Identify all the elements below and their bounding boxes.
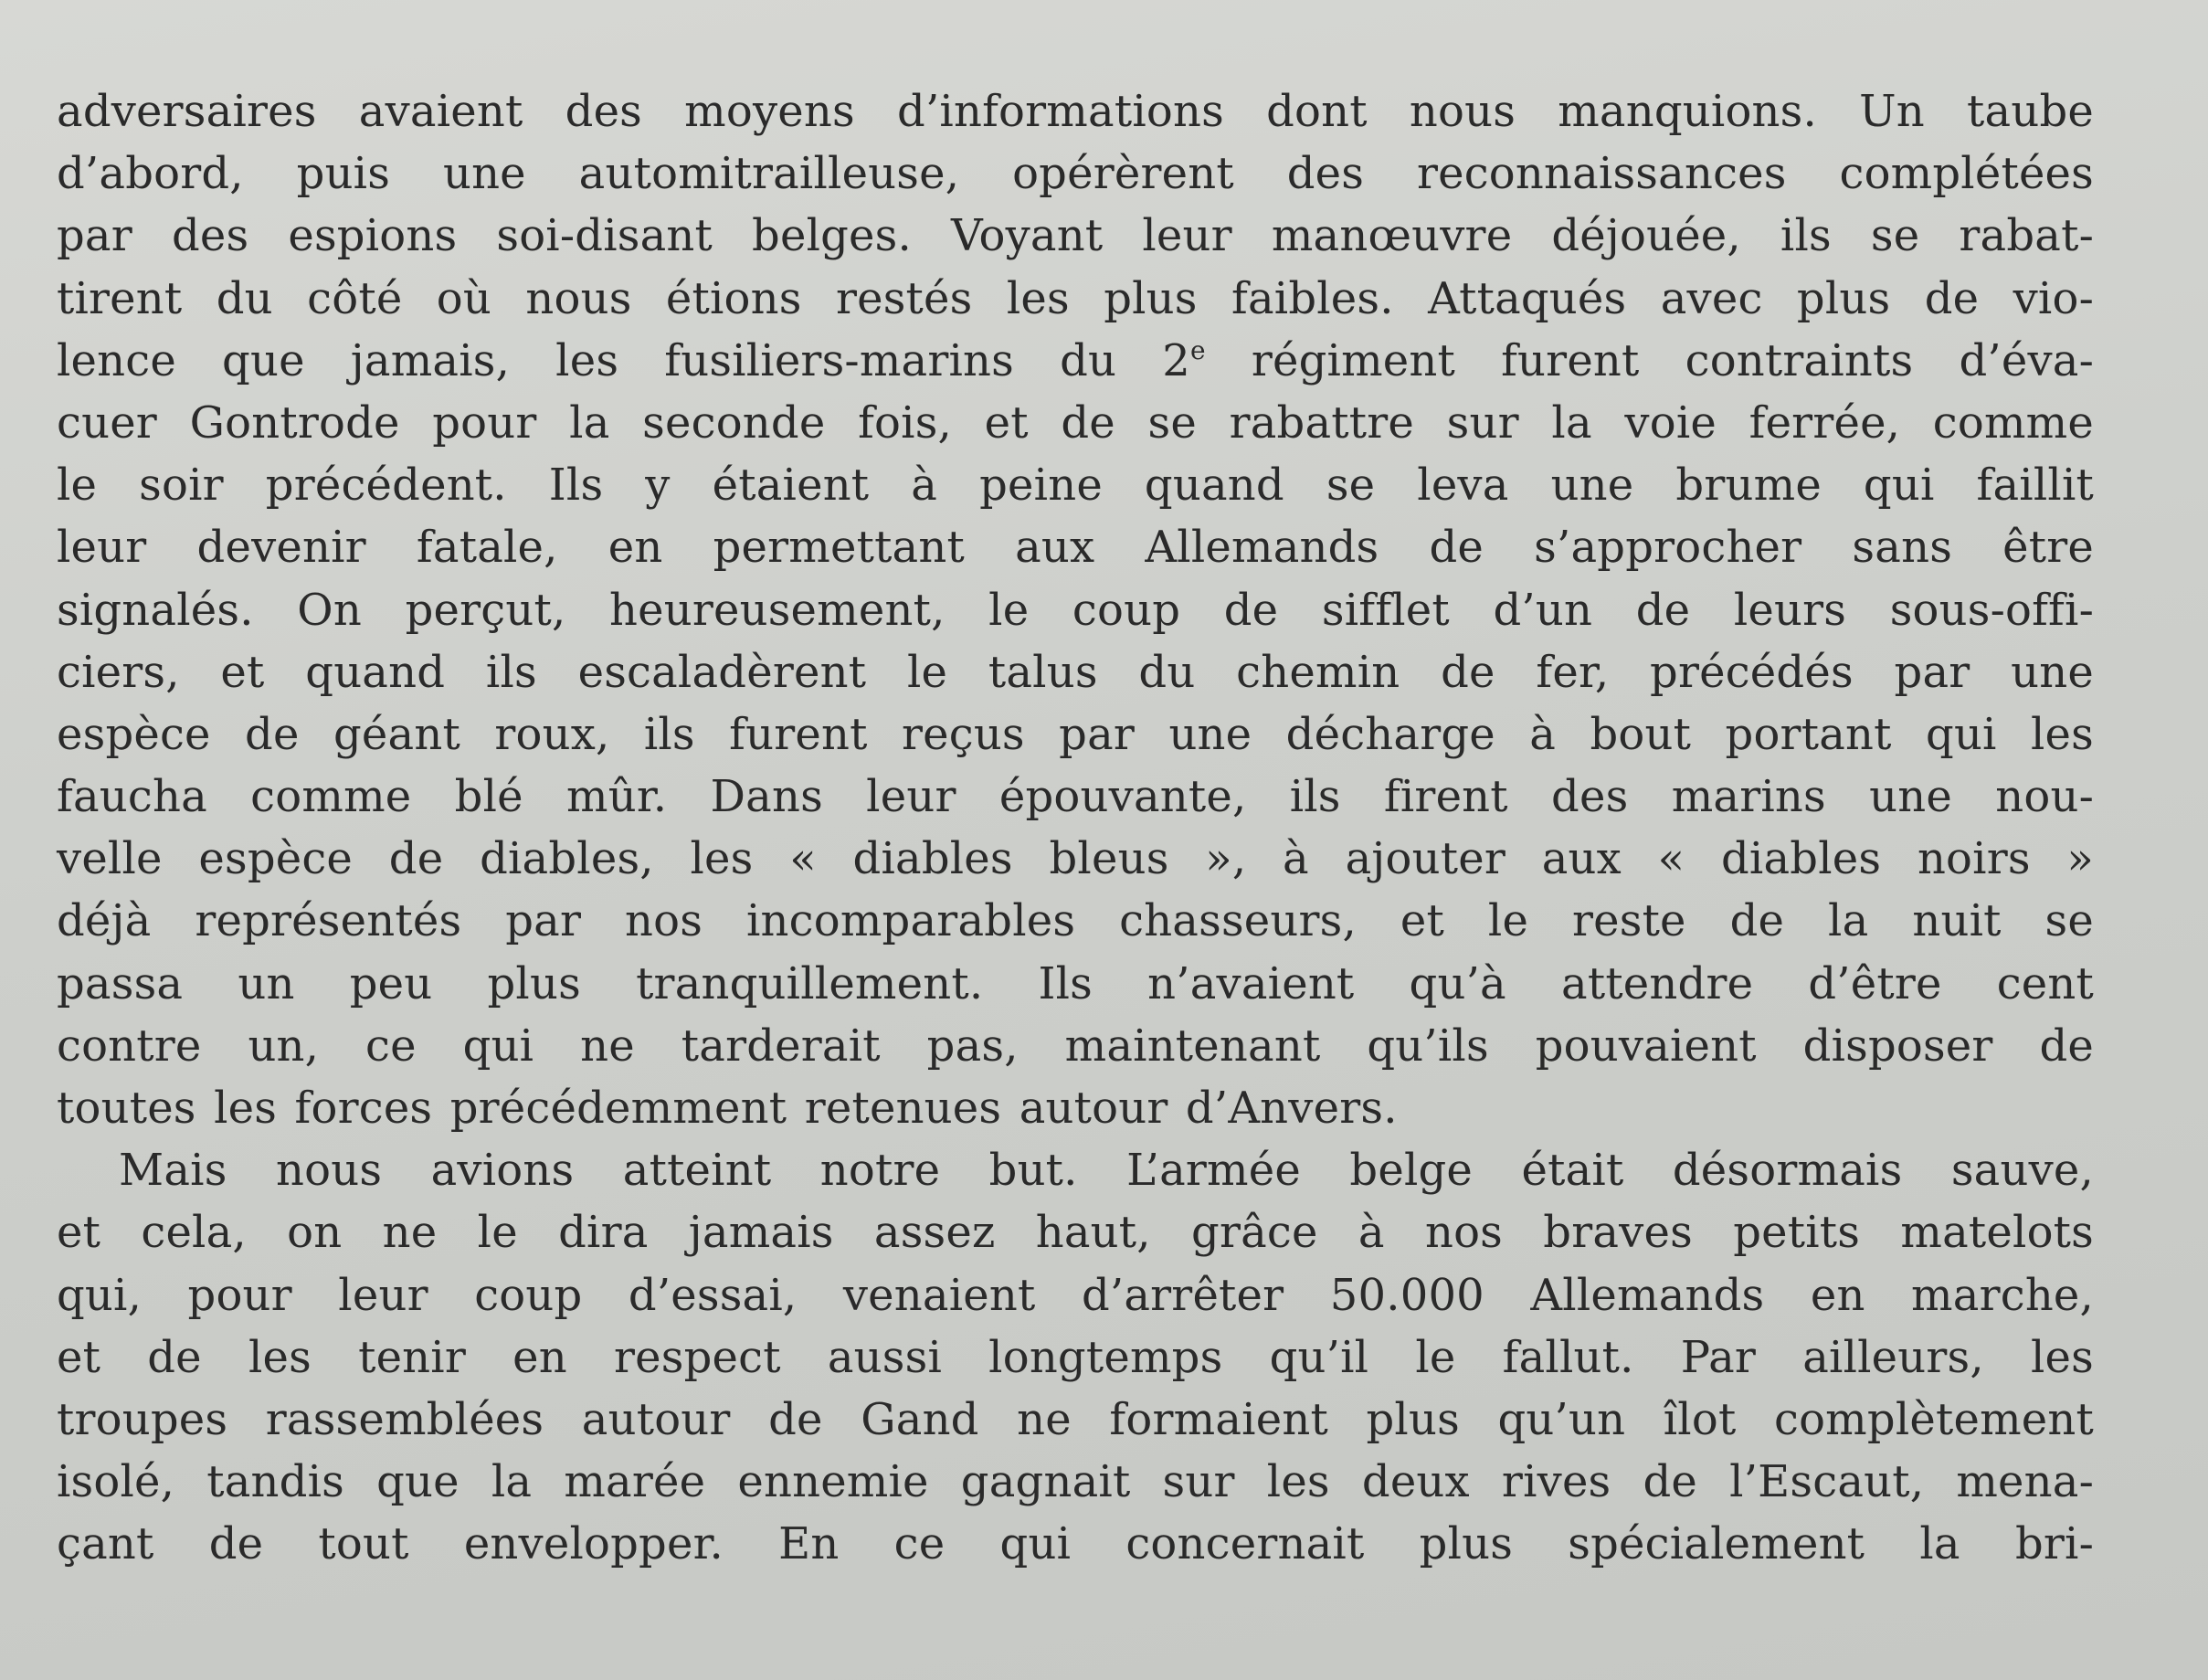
text-line: déjà représentés par nos incomparables chasseurs, et le reste de la nuit se <box>57 895 2094 947</box>
text-fragment: régiment furent contraints d’éva- <box>1205 334 2094 386</box>
text-line: et cela, on ne le dira jamais assez haut, grâce à nos braves petits matelots <box>57 1207 2094 1259</box>
text-line: passa un peu plus tranquillement. Ils n’avaient qu’à attendre d’être cent <box>57 957 2094 1009</box>
text-line: tirent du côté où nous étions restés les plus faibles. Attaqués avec plus de vio- <box>57 272 2094 324</box>
paragraph-1 <box>57 80 2094 1139</box>
text-line: le soir précédent. Ils y étaient à peine quand se leva une brume qui faillit <box>57 460 2094 512</box>
text-line: et de les tenir en respect aussi longtemps qu’il le fallut. Par ailleurs, les <box>57 1331 2094 1383</box>
text-line: espèce de géant roux, ils furent reçus par une décharge à bout portant qui les <box>57 708 2094 760</box>
text-line: d’abord, puis une automitrailleuse, opérèrent des reconnaissances complétées <box>57 148 2094 200</box>
text-line: par des espions soi-disant belges. Voyant leur manœuvre déjouée, ils se rabat- <box>57 210 2094 262</box>
text-line: isolé, tandis que la marée ennemie gagnait sur les deux rives de l’Escaut, mena- <box>57 1456 2094 1508</box>
text-line: faucha comme blé mûr. Dans leur épouvante, ils firent des marins une nou- <box>57 771 2094 823</box>
text-line <box>57 330 2094 392</box>
book-page <box>57 80 2094 1661</box>
paragraph-2 <box>57 1139 2094 1575</box>
text-line: qui, pour leur coup d’essai, venaient d’arrêter 50.000 Allemands en marche, <box>57 1269 2094 1321</box>
text-line: Mais nous avions atteint notre but. L’armée belge était désormais sauve, <box>119 1145 2094 1197</box>
text-line: contre un, ce qui ne tarderait pas, maintenant qu’ils pouvaient disposer de <box>57 1020 2094 1072</box>
text-line: leur devenir fatale, en permettant aux Allemands de s’approcher sans être <box>57 522 2094 574</box>
text-line: ciers, et quand ils escaladèrent le talus du chemin de fer, précédés par une <box>57 646 2094 698</box>
text-line: cuer Gontrode pour la seconde fois, et de se rabattre sur la voie ferrée, comme <box>57 396 2094 449</box>
text-line: troupes rassemblées autour de Gand ne formaient plus qu’un îlot complètement <box>57 1393 2094 1445</box>
ordinal-superscript: e <box>1189 334 1206 365</box>
text-line: signalés. On perçut, heureusement, le coup de sifflet d’un de leurs sous-offi- <box>57 584 2094 636</box>
text-fragment: lence que jamais, les fusiliers-marins du 2 <box>57 334 1190 386</box>
text-line: toutes les forces précédemment retenues autour d’Anvers. <box>57 1083 1398 1134</box>
text-line: çant de tout envelopper. En ce qui concernait plus spécialement la bri- <box>57 1518 2094 1570</box>
text-line: velle espèce de diables, les « diables bleus », à ajouter aux « diables noirs » <box>57 833 2094 885</box>
text-line: adversaires avaient des moyens d’informations dont nous manquions. Un taube <box>57 86 2094 137</box>
